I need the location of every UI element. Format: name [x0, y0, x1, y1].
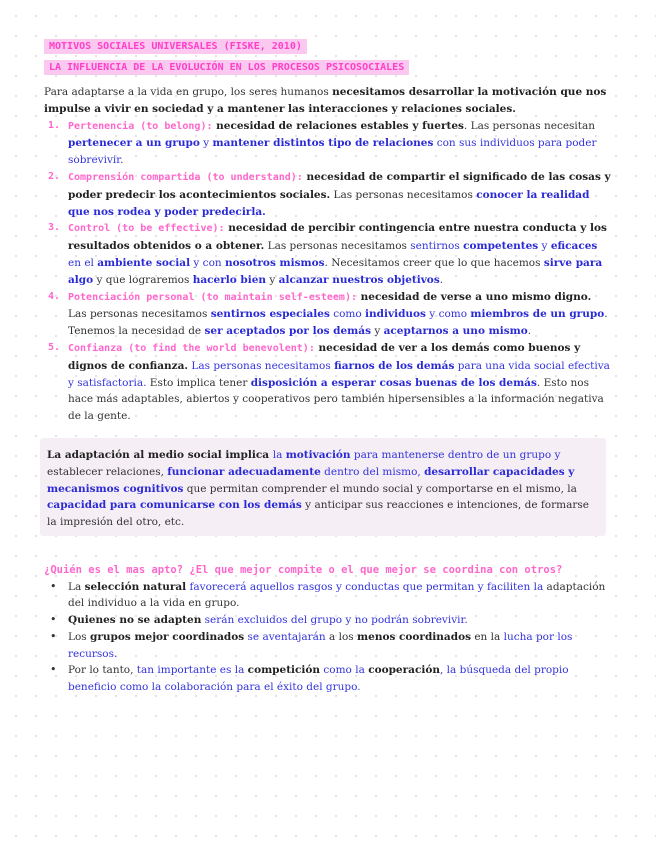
motive-segment: aceptarnos a uno mismo	[383, 325, 528, 338]
bullet-segment: Quienes no se adapten	[68, 614, 202, 627]
motive-segment: Las personas necesitamos	[264, 240, 411, 253]
summary-segment: que permitan comprender el mundo social y comportarse en el mismo, la	[183, 482, 577, 495]
motive-segment: mantener distintos tipo de relaciones	[212, 137, 434, 150]
motive-segment: ambiente social	[97, 256, 191, 269]
motive-segment: nosotros mismos	[225, 256, 325, 269]
motive-segment: necesidad de relaciones estables y fuertes	[212, 119, 464, 132]
summary-segment: dentro del mismo,	[320, 465, 425, 478]
motive-item	[44, 340, 612, 425]
motive-segment: en el	[68, 256, 98, 269]
bullet-segment: , la búsqueda del propio beneficio como la colaboración para el éxito del grupo.	[68, 664, 569, 694]
motive-segment: sirve para algo	[68, 256, 603, 286]
motive-segment: y	[371, 325, 384, 338]
summary-segment: establecer relaciones,	[47, 465, 168, 478]
motive-segment: . Necesitamos creer que lo que hacemos	[324, 256, 544, 269]
summary-segment: funcionar adecuadamente	[167, 465, 321, 478]
motive-item	[44, 169, 612, 220]
bullet-segment: competición	[247, 664, 321, 677]
summary-segment: la	[272, 449, 286, 461]
motive-segment: necesidad de compartir el significado de las cosas y poder predecir los acontecimientos sociales.	[68, 170, 611, 201]
motive-name: Potenciación personal (to maintain self-esteem):	[68, 291, 357, 303]
summary-segment: para mantenerse dentro de un grupo y	[350, 449, 561, 461]
motive-segment: Las personas necesitamos	[330, 188, 477, 201]
bullet-segment: adaptación del individuo a la vida en grupo.	[68, 580, 606, 610]
motives-list	[44, 118, 612, 425]
summary-segment: La adaptación al medio social implica	[47, 449, 273, 461]
motive-segment: eficaces	[550, 240, 598, 253]
summary-segment: motivación	[285, 449, 351, 461]
motive-segment: necesidad de ver a los demás como buenos y dignos de confianza.	[68, 341, 581, 372]
question-section	[44, 562, 612, 696]
motive-segment: necesidad de percibir contingencia entre nuestra conducta y los resultados obtenidos o a obtener.	[68, 222, 607, 253]
motive-segment: y como	[425, 308, 471, 321]
points-list	[44, 579, 612, 697]
motive-segment: sentirnos especiales	[210, 308, 330, 321]
motive-segment: y	[266, 273, 279, 286]
bullet-segment: grupos mejor coordinados	[90, 630, 245, 643]
bullet-item	[44, 629, 612, 663]
motive-segment: disposición a esperar cosas buenas de los demás	[250, 376, 537, 389]
motive-item	[44, 118, 612, 169]
motive-segment: Esto implica tener	[146, 376, 251, 389]
bullet-segment: se aventajarán	[244, 630, 326, 643]
bullet-segment: favorecerá aquellos rasgos y conductas que permitan y faciliten la	[186, 580, 544, 593]
motive-segment: . Esto nos hace más adaptables, abiertos y cooperativos pero también hipersensibles a la información negativa de la gente.	[68, 376, 604, 423]
motive-item	[44, 220, 612, 288]
motive-name: Comprensión compartida (to understand):	[68, 171, 303, 183]
title-block	[44, 34, 409, 76]
bullet-item	[44, 612, 612, 629]
motive-segment: como	[329, 308, 366, 321]
motive-segment: . Las personas necesitan	[463, 119, 596, 132]
motive-number: 4.	[48, 290, 61, 302]
motive-segment: .	[527, 325, 532, 338]
motives-section	[44, 84, 612, 425]
intro-text: Para adaptarse a la vida en grupo, los seres humanos	[44, 86, 333, 98]
bullet-segment: Los	[68, 630, 91, 643]
motive-segment: . Tenemos la necesidad de	[68, 308, 608, 338]
bullet-segment: menos coordinados	[357, 630, 471, 643]
motive-name: Pertenencia (to belong):	[68, 120, 213, 132]
motive-segment: alcanzar nuestros objetivos	[278, 273, 440, 286]
summary-segment: y anticipar sus reacciones e intenciones, de formarse la impresión del otro, etc.	[47, 499, 589, 529]
bullet-segment: a los	[325, 630, 358, 643]
bullet-segment: selección natural	[84, 580, 187, 593]
bullet-segment: Por lo tanto,	[68, 664, 137, 677]
motive-name: Confianza (to find the world benevolent):	[68, 342, 315, 354]
motive-segment: y	[538, 240, 551, 253]
motive-name: Control (to be effective):	[68, 223, 225, 235]
summary-paragraph	[47, 447, 600, 531]
motive-segment: Las personas necesitamos	[188, 359, 335, 372]
bullet-segment: La	[68, 580, 85, 593]
motive-segment: miembros de un grupo	[470, 308, 605, 321]
summary-box	[40, 438, 606, 536]
bullet-segment: en la	[470, 630, 504, 643]
bullet-segment: serán excluidos del grupo y no podrán sobrevivir.	[201, 614, 468, 627]
motive-number: 5.	[48, 341, 61, 353]
motive-segment: y con	[190, 256, 225, 269]
motive-segment: y que lograremos	[93, 273, 193, 286]
motive-segment: y	[199, 137, 213, 150]
motive-segment: .	[439, 273, 444, 286]
motive-segment: conocer la realidad que nos rodea y poder predecirla.	[68, 188, 590, 218]
motive-number: 3.	[48, 222, 61, 234]
motive-segment: pertenecer a un grupo	[68, 137, 200, 150]
motive-segment: fiarnos de los demás	[334, 359, 455, 372]
question-heading: ¿Quién es el mas apto? ¿El que mejor compite o el que mejor se coordina con otros?	[44, 564, 563, 576]
motive-number: 2.	[48, 170, 61, 182]
bullet-item	[44, 579, 612, 613]
bullet-segment: como la	[320, 664, 369, 677]
intro-bold: necesitamos desarrollar la motivación que nos impulse a vivir en sociedad y a mantener las interacciones y relaciones sociales.	[44, 86, 607, 115]
summary-segment: capacidad para comunicarse con los demás	[47, 499, 302, 512]
motive-segment: competentes	[463, 240, 539, 253]
motive-number: 1.	[48, 119, 61, 131]
bullet-segment: cooperación	[368, 664, 440, 677]
summary-segment: desarrollar capacidades y mecanismos cognitivos	[47, 465, 575, 495]
motive-segment: sentirnos	[410, 240, 464, 253]
bullet-segment: lucha por los recursos.	[68, 630, 573, 660]
title-line-2: LA INFLUENCIA DE LA EVOLUCIÓN EN LOS PROCESOS PSICOSOCIALES	[44, 60, 409, 75]
motive-segment: para una vida social efectiva y satisfactoria.	[68, 359, 610, 389]
motive-segment: con sus individuos para poder sobrevivir.	[68, 137, 597, 167]
motive-segment: individuos	[365, 308, 426, 321]
bullet-item	[44, 662, 612, 696]
motive-segment: Las personas necesitamos	[68, 308, 211, 321]
bullet-segment: tan importante es la	[136, 664, 248, 677]
motive-segment: ser aceptados por los demás	[204, 325, 371, 338]
motive-item	[44, 289, 612, 340]
motive-segment: hacerlo bien	[192, 273, 267, 286]
title-line-1: MOTIVOS SOCIALES UNIVERSALES (FISKE, 2010)	[44, 39, 307, 54]
intro-paragraph	[44, 84, 612, 118]
motive-segment: necesidad de verse a uno mismo digno.	[356, 290, 592, 303]
